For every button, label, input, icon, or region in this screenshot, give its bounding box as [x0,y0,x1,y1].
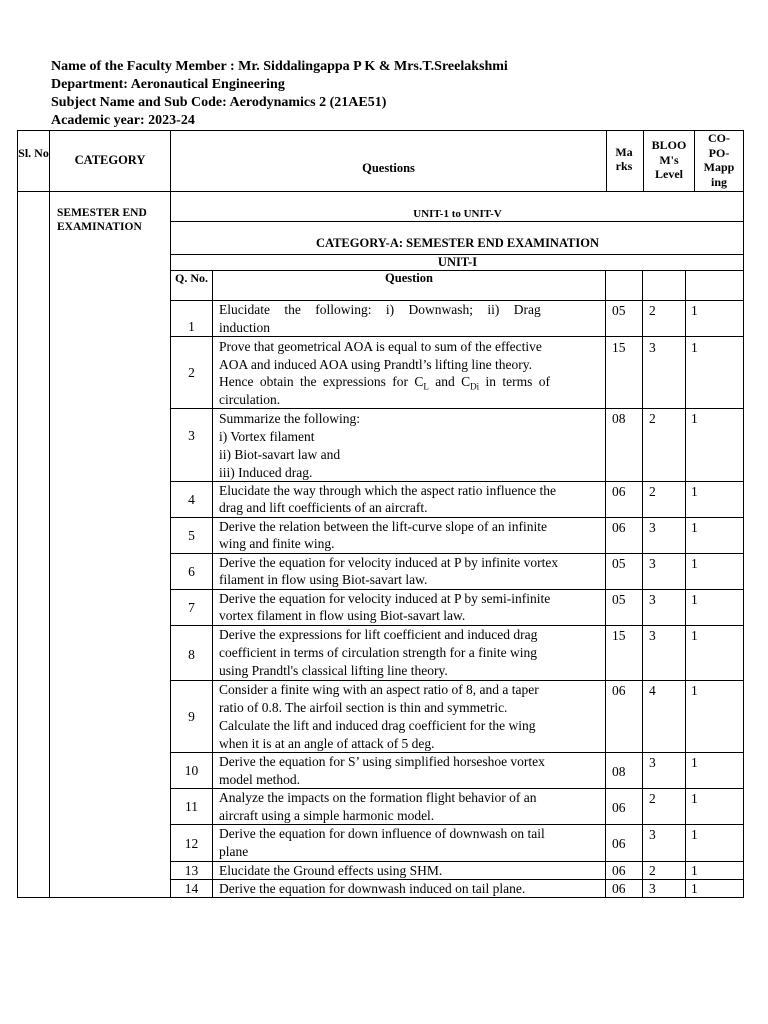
question-line: vortex filament in flow using Biot-savart law. [219,608,466,623]
question-number: 7 [188,600,195,615]
marks-value: 06 [612,881,626,896]
co-mapping-value: 1 [691,484,698,499]
bloom-level-value: 3 [649,340,656,355]
unit-label: UNIT-I [437,255,478,269]
question-number: 8 [188,647,195,662]
bloom-level-value: 3 [649,520,656,535]
co-mapping-value: 1 [691,411,698,426]
bloom-level-value: 2 [649,791,656,806]
cl-subscript: L [423,381,429,392]
question-line-formula [219,373,600,391]
col-header-category: CATEGORY [74,153,146,167]
marks-value: 05 [612,592,626,607]
marks-value: 06 [612,863,626,878]
marks-value: 05 [612,303,626,318]
academic-year-line: Academic year: 2023-24 [51,113,195,128]
question-line: i) Vortex filament [219,429,315,444]
bloom-level-value: 3 [649,881,656,896]
faculty-line: Name of the Faculty Member : Mr. Siddalingappa P K & Mrs.T.Sreelakshmi [51,59,508,74]
question-number: 1 [188,319,195,334]
question-number: 3 [188,428,195,443]
marks-value: 15 [612,628,626,643]
co-mapping-value: 1 [691,791,698,806]
bloom-level-value: 3 [649,827,656,842]
marks-value: 06 [612,484,626,499]
question-number: 9 [188,709,195,724]
question-number: 13 [184,863,199,878]
section-title: CATEGORY-A: SEMESTER END EXAMINATION [315,236,600,250]
question-line: Derive the equation for down influence of downwash on tail [219,826,545,841]
question-line: iii) Induced drag. [219,465,313,480]
co-mapping-value: 1 [691,592,698,607]
co-mapping-value: 1 [691,520,698,535]
co-mapping-value: 1 [691,683,698,698]
question-line: drag and lift coefficients of an aircraft. [219,500,428,515]
question-number: 5 [188,528,195,543]
marks-value: 05 [612,556,626,571]
question-line: filament in flow using Biot-savart law. [219,572,428,587]
units-range-label: UNIT-1 to UNIT-V [413,208,502,220]
bloom-level-value: 3 [649,755,656,770]
question-number: 11 [185,799,198,814]
question-line: induction [219,320,270,335]
question-text-cont [219,319,600,337]
department-line: Department: Aeronautical Engineering [51,77,285,92]
subject-line: Subject Name and Sub Code: Aerodynamics 2 (21AE51) [51,95,387,110]
marks-value: 06 [612,683,626,698]
question-number: 10 [184,763,199,778]
question-number: 12 [184,836,199,851]
bloom-level-value: 3 [649,628,656,643]
co-mapping-value: 1 [691,881,698,896]
question-number: 4 [188,492,195,507]
question-line: when it is at an angle of attack of 5 deg. [219,736,435,751]
question-line: Derive the equation for downwash induced on tail plane. [219,881,526,896]
question-line: Analyze the impacts on the formation flight behavior of an [219,790,537,805]
col-header-sl-no: Sl. No [18,146,49,160]
question-line: model method. [219,772,300,787]
document-header [51,58,508,130]
question-line: Derive the expressions for lift coefficient and induced drag [219,627,538,642]
question-line: Derive the relation between the lift-curve slope of an infinite [219,519,547,534]
marks-value: 06 [612,800,626,815]
col-header-question: Question [385,271,433,285]
question-line: Elucidate the Ground effects using SHM. [219,863,443,878]
marks-value: 06 [612,836,626,851]
question-line: AOA and induced AOA using Prandtl’s lifting line theory. [219,357,532,372]
question-line: in terms of [479,374,550,389]
question-line: coefficient in terms of circulation strength for a finite wing [219,645,538,660]
question-number: 14 [184,881,199,896]
cdi-subscript: Di [470,381,480,392]
col-header-marks: Ma rks [615,145,633,173]
bloom-level-value: 4 [649,683,656,698]
question-line: Calculate the lift and induced drag coefficient for the wing [219,718,536,733]
question-line: Elucidate the following: i) Downwash; ii) Drag [219,302,541,317]
question-line: Derive the equation for S’ using simplified horseshoe vortex [219,754,545,769]
co-mapping-value: 1 [691,755,698,770]
question-text [219,301,600,319]
bloom-level-value: 3 [649,556,656,571]
co-mapping-value: 1 [691,827,698,842]
question-line: Derive the equation for velocity induced at P by semi-infinite [219,591,551,606]
marks-value: 06 [612,520,626,535]
bloom-level-value: 2 [649,303,656,318]
question-line: Summarize the following: [219,411,360,426]
question-line: Consider a finite wing with an aspect ratio of 8, and a taper [219,682,539,697]
question-line: Elucidate the way through which the aspect ratio influence the [219,483,556,498]
question-number: 2 [188,365,195,380]
co-mapping-value: 1 [691,863,698,878]
col-header-questions: Questions [362,161,415,175]
question-line: and C [428,374,471,389]
co-mapping-value: 1 [691,556,698,571]
question-number: 6 [188,564,195,579]
col-header-q-no: Q. No. [175,271,208,285]
bloom-level-value: 3 [649,592,656,607]
question-line: wing and finite wing. [219,536,335,551]
bloom-level-value: 2 [649,484,656,499]
question-line: Derive the equation for velocity induced at P by infinite vortex [219,555,559,570]
question-line: ratio of 0.8. The airfoil section is thin and symmetric. [219,700,508,715]
co-mapping-value: 1 [691,340,698,355]
question-line: Hence obtain the expressions for C [219,374,424,389]
marks-value: 15 [612,340,626,355]
question-line: aircraft using a simple harmonic model. [219,808,435,823]
bloom-level-value: 2 [649,863,656,878]
question-line: plane [219,844,249,859]
category-semester-end: SEMESTER END EXAMINATION [57,207,147,233]
question-line: circulation. [219,392,281,407]
question-line: ii) Biot-savart law and [219,447,341,462]
marks-value: 08 [612,411,626,426]
question-line: using Prandtl's classical lifting line theory. [219,663,448,678]
bloom-level-value: 2 [649,411,656,426]
co-mapping-value: 1 [691,303,698,318]
marks-value: 08 [612,764,626,779]
co-mapping-value: 1 [691,628,698,643]
col-header-blooms-level: BLOO M's Level [651,138,687,181]
question-line: Prove that geometrical AOA is equal to sum of the effective [219,339,542,354]
col-header-co-po-mapping: CO- PO- Mapp ing [703,131,735,189]
